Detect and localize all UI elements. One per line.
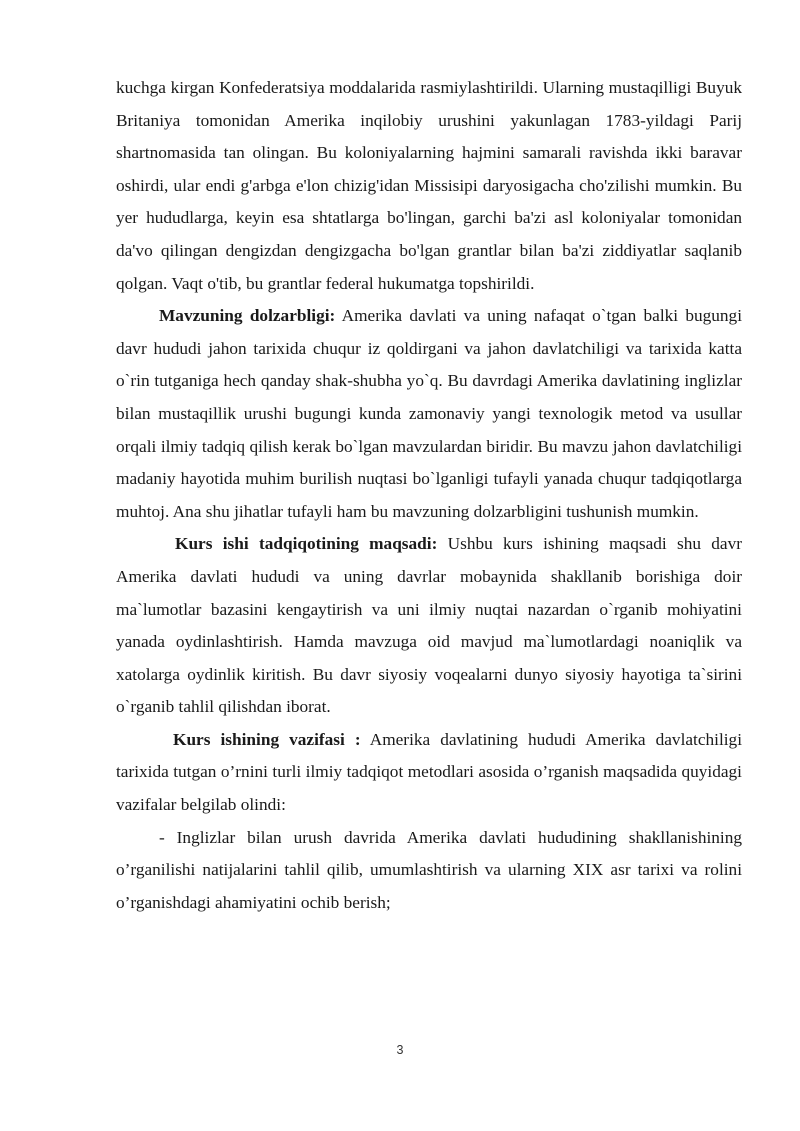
page-number: 3	[396, 1043, 404, 1057]
paragraph-relevance	[116, 300, 742, 528]
paragraph-text: Ushbu kurs ishining maqsadi shu davr Amerika davlati hududi va uning davrlar mobaynida shakllanib borishiga doir ma`lumotlar bazasini kengaytirish va uni ilmiy nuqtai nazardan o`rganib mohiyatini yanada oydinlashtirish. Hamda mavzuga oid mavjud ma`lumotlardagi noaniqlik va xatolarga oydinlik kiritish. Bu davr siyosiy voqealarni dunyo siyosiy hayotiga ta`sirini o`rganib tahlil qilishdan iborat.	[116, 534, 742, 717]
section-heading-purpose: Kurs ishi tadqiqotining maqsadi:	[175, 534, 438, 554]
section-heading-tasks: Kurs ishining vazifasi :	[173, 729, 361, 749]
section-heading-relevance: Mavzuning dolzarbligi:	[159, 306, 336, 326]
paragraph-tasks	[116, 724, 742, 822]
paragraph-continuation	[116, 72, 742, 300]
paragraph-text: Amerika davlatining hududi Amerika davlatchiligi tarixida tutgan o’rnini turli ilmiy tadqiqot metodlari asosida o’rganish maqsadida quyidagi vazifalar belgilab olindi:	[116, 729, 742, 815]
paragraph-text: - Inglizlar bilan urush davrida Amerika davlati hududining shakllanishining o’rganilishi natijalarini tahlil qilib, umumlashtirish va ularning XIX asr tarixi va rolini o’rganishdagi ahamiyatini ochib berish;	[116, 827, 742, 912]
body-text	[116, 72, 742, 919]
paragraph-task-item	[116, 822, 742, 920]
paragraph-purpose	[116, 528, 742, 724]
paragraph-text: kuchga kirgan Konfederatsiya moddalarida rasmiylashtirildi. Ularning mustaqilligi Buyuk Britaniya tomonidan Amerika inqilobiy urushini yakunlagan 1783-yildagi Parij shartnomasida tan olingan. Bu koloniyalarning hajmini samarali ravishda ikki baravar oshirdi, ular endi g'arbga e'lon chizig'idan Missisipi daryosigacha cho'zilishi mumkin. Bu yer hududlarga, keyin esa shtatlarga bo'lingan, garchi ba'zi asl koloniyalar tomonidan da'vo qilingan dengizdan dengizgacha bo'lgan grantlar bilan ba'zi ziddiyatlar saqlanib qolgan. Vaqt o'tib, bu grantlar federal hukumatga topshirildi.	[116, 78, 742, 293]
paragraph-text: Amerika davlati va uning nafaqat o`tgan balki bugungi davr hududi jahon tarixida chuqur iz qoldirgani va jahon davlatchiligi va tarixida katta o`rin tutganiga hech qanday shak-shubha yo`q. Bu davrdagi Amerika davlatining inglizlar bilan mustaqillik urushi bugungi kunda zamonaviy yangi texnologik metod va usullar orqali ilmiy tadqiq qilish kerak bo`lgan mavzulardan biridir. Bu mavzu jahon davlatchiligi madaniy hayotida muhim burilish nuqtasi bo`lganligi tufayli yanada chuqur tadqiqotlarga muhtoj. Ana shu jihatlar tufayli ham bu mavzuning dolzarbligini tushunish mumkin.	[116, 306, 742, 521]
